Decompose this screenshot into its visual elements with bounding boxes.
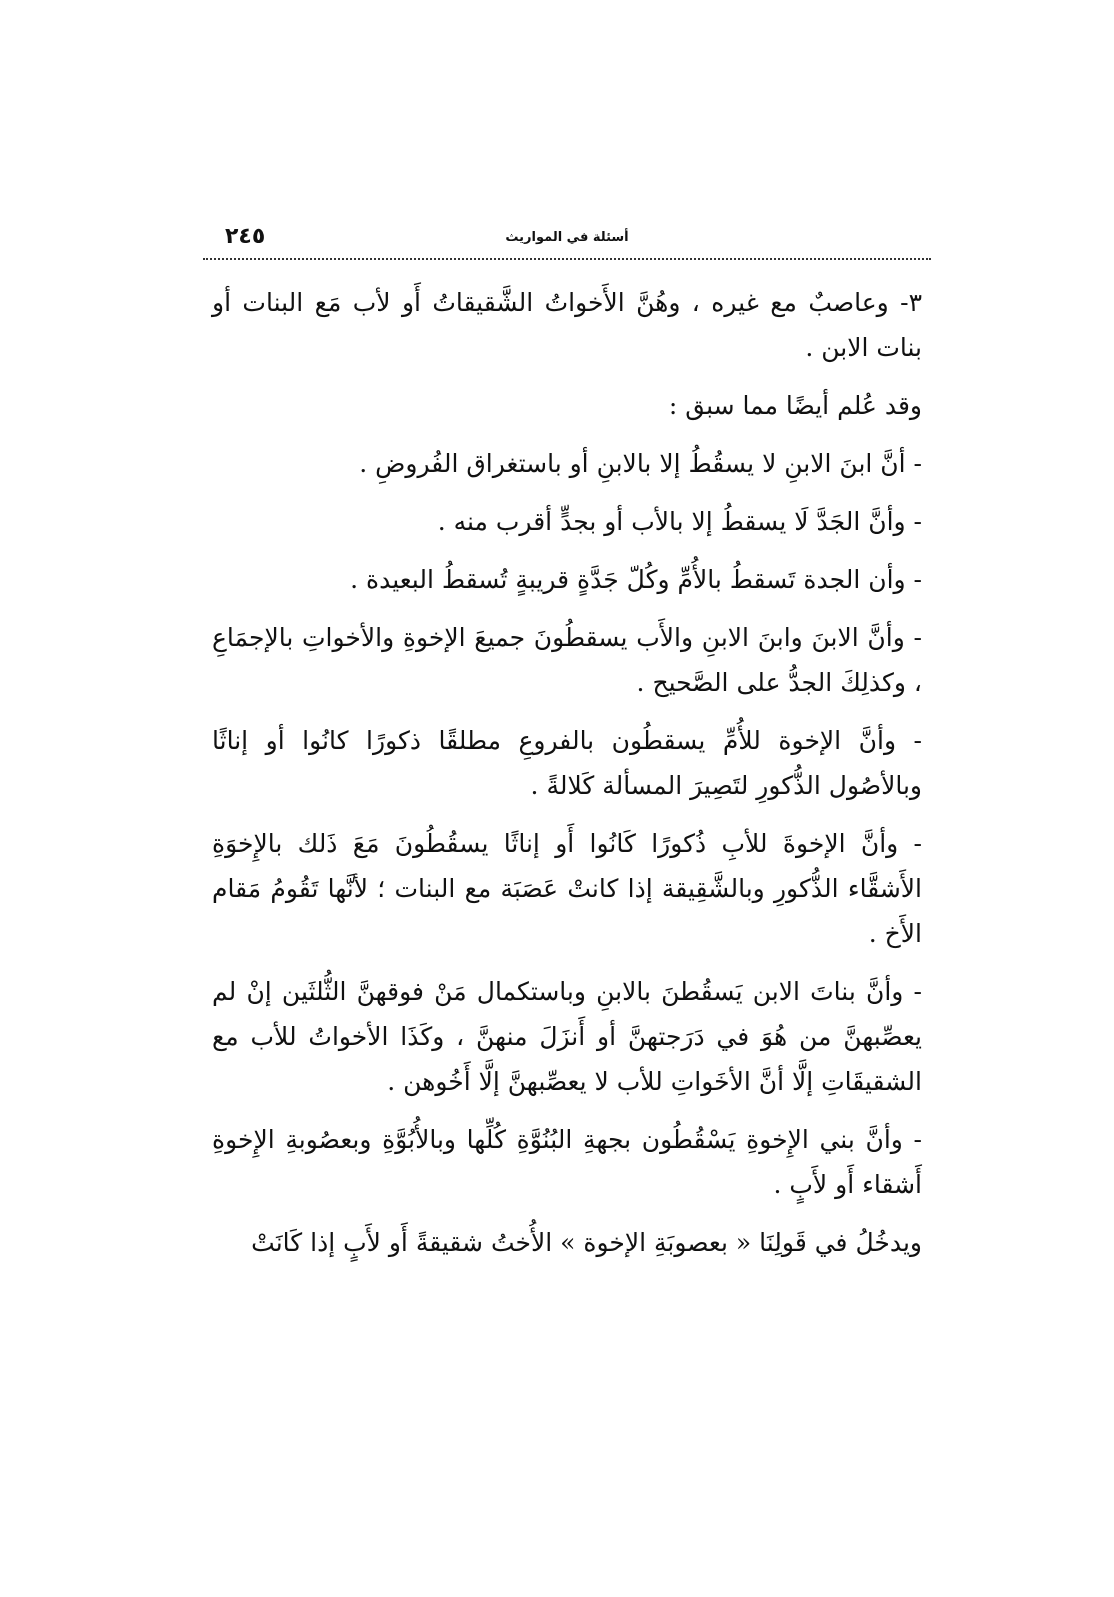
paragraph-8: - وأنَّ الإخوةَ للأبِ ذُكورًا كَانُوا أَو إناثًا يسقُطُونَ مَعَ ذَلك بالإِخوَةِ الأَشقَّاء الذُّكورِ وبالشَّقِيقة إذا كانتْ عَصَبَة مع البنات ؛ لأنَّها تَقُومُ مَقام الأَخ . [212, 829, 922, 948]
paragraph-9: - وأنَّ بناتَ الابن يَسقُطنَ بالابنِ وباستكمال مَنْ فوقهنَّ الثُّلثَين إنْ لم يعصِّبهنَّ من هُوَ في دَرَجتهنَّ أو أَنزَلَ منهنَّ ، وكَذَا الأخواتُ للأب مع الشقيقَاتِ إلَّا أنَّ الأخَواتِ للأب لا يعصِّبهنَّ إلَّا أَخُوهن . [212, 977, 922, 1096]
paragraph-1: ٣- وعاصبٌ مع غيره ، وهُنَّ الأَخواتُ الشَّقيقاتُ أَو لأب مَع البنات أو بنات الابن . [212, 288, 922, 362]
paragraph-3: - أنَّ ابنَ الابنِ لا يسقُطُ إلا بالابنِ أو باستغراق الفُروضِ . [359, 449, 922, 478]
paragraph-6: - وأنَّ الابنَ وابنَ الابنِ والأَب يسقطُونَ جميعَ الإخوةِ والأخواتِ بالإجمَاعِ ، وكذلِكَ الجدُّ على الصَّحيح . [212, 623, 922, 697]
paragraph-7: - وأنَّ الإخوة للأُمِّ يسقطُون بالفروعِ مطلقًا ذكورًا كانُوا أو إناثًا وبالأصُول الذُّكورِ لتَصِيرَ المسألة كَلالةً . [212, 726, 922, 800]
paragraph-5: - وأن الجدة تَسقطُ بالأُمِّ وكُلّ جَدَّةٍ قريبةٍ تُسقطُ البعيدة . [350, 565, 922, 594]
header-divider [203, 258, 931, 260]
header-title: أسئلة في المواريث [505, 230, 629, 245]
paragraph-11: ويدخُلُ في قَولِنَا « بعصوبَةِ الإخوة » الأُختُ شقيقةً أَو لأَبٍ إذا كَانَتْ [251, 1228, 922, 1257]
paragraph-10: - وأنَّ بني الإِخوةِ يَسْقُطُون بجهةِ البُنُوَّةِ كُلِّها وبالأُبُوَّةِ وبعصُوبةِ الإِخوةِ أَشقاء أَو لأَبٍ . [212, 1125, 922, 1199]
running-header [203, 226, 931, 256]
paragraph-2: وقد عُلم أيضًا مما سبق : [668, 391, 922, 420]
page-number: ٢٤٥ [225, 224, 266, 249]
paragraph-4: - وأنَّ الجَدَّ لَا يسقطُ إلا بالأب أو بجدٍّ أقرب منه . [437, 507, 922, 536]
body-text [212, 280, 922, 1278]
